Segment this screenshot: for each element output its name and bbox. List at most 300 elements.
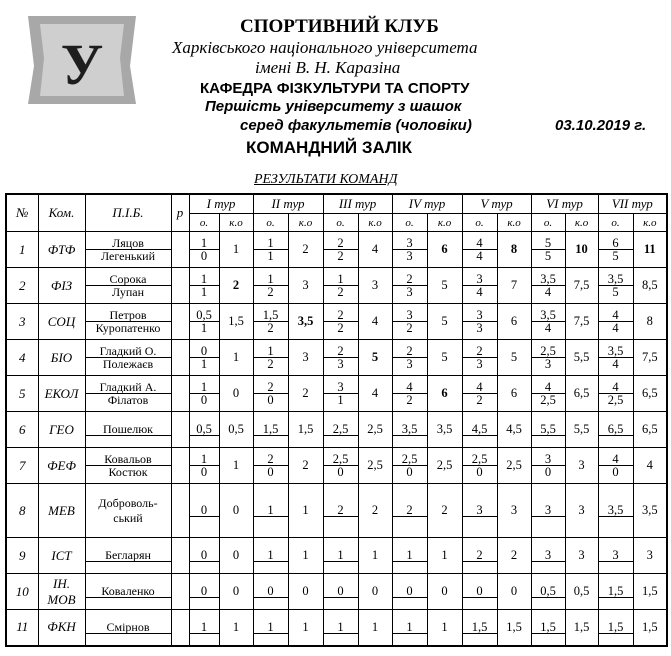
subheader-ko: к.о <box>565 214 598 232</box>
team-code: ЕКОЛ <box>38 376 85 412</box>
player-points <box>254 633 288 634</box>
round-points <box>189 538 219 574</box>
round-team-total: 6,5 <box>633 376 667 412</box>
subheader-ko: к.о <box>358 214 392 232</box>
player-points <box>254 561 288 562</box>
player-points <box>324 435 358 436</box>
round-team-total: 3 <box>358 268 392 304</box>
team-code: ІН. МОВ <box>38 574 85 610</box>
header-round-1: I тур <box>189 194 253 214</box>
round-points <box>598 268 633 304</box>
round-points <box>598 484 633 538</box>
round-team-total: 0 <box>288 574 323 610</box>
round-team-total: 3 <box>565 448 598 484</box>
round-team-total: 7,5 <box>565 268 598 304</box>
player-points: 0,5 <box>540 583 556 598</box>
player-points <box>532 597 565 598</box>
club-title: СПОРТИВНИЙ КЛУБ <box>240 16 439 37</box>
player-points: 2 <box>463 393 497 407</box>
player-name: Філатов <box>86 393 171 406</box>
player-points: 0 <box>337 583 344 598</box>
round-points <box>392 232 427 268</box>
player-points: 1 <box>406 619 413 634</box>
round-team-total: 6 <box>497 304 531 340</box>
player-points: 1 <box>190 285 219 299</box>
player-points: 0 <box>532 465 565 479</box>
round-points <box>531 448 565 484</box>
player-points <box>190 516 219 517</box>
subheader-o: о. <box>598 214 633 232</box>
player-names <box>85 340 171 376</box>
player-points: 5 <box>599 285 633 299</box>
table-row <box>6 448 667 484</box>
p-cell <box>171 484 189 538</box>
player-names <box>85 484 171 538</box>
round-team-total: 3,5 <box>288 304 323 340</box>
player-points: 3,5 <box>540 271 556 286</box>
round-points <box>531 268 565 304</box>
player-name: Смірнов <box>106 619 150 634</box>
player-points <box>463 435 497 436</box>
round-points <box>462 448 497 484</box>
player-points: 0 <box>190 465 219 479</box>
player-points: 2 <box>476 547 483 562</box>
round-points <box>189 232 219 268</box>
team-standing-title: КОМАНДНИЙ ЗАЛІК <box>246 138 413 157</box>
round-team-total: 0 <box>427 574 462 610</box>
player-name: Гладкий О. <box>99 344 157 358</box>
player-points: 1 <box>200 271 208 286</box>
row-number: 1 <box>6 232 38 268</box>
results-title: РЕЗУЛЬТАТИ КОМАНД <box>254 172 398 187</box>
player-points: 0 <box>200 547 208 562</box>
round-team-total: 5,5 <box>565 412 598 448</box>
round-team-total: 4,5 <box>497 412 531 448</box>
player-points: 3,5 <box>401 421 418 436</box>
row-number: 4 <box>6 340 38 376</box>
table-row <box>6 484 667 538</box>
p-cell <box>171 610 189 646</box>
player-points: 3 <box>544 451 552 466</box>
player-points <box>393 516 427 517</box>
round-team-total: 3,5 <box>633 484 667 538</box>
player-points <box>599 597 633 598</box>
round-team-total: 0 <box>219 574 253 610</box>
subheader-ko: к.о <box>219 214 253 232</box>
round-points <box>323 448 358 484</box>
logo-letter: У <box>60 32 104 97</box>
row-number: 7 <box>6 448 38 484</box>
round-points <box>189 574 219 610</box>
subheader-o: о. <box>392 214 427 232</box>
round-team-total: 0 <box>219 538 253 574</box>
player-points: 3 <box>393 357 427 371</box>
player-points <box>190 597 219 598</box>
round-points <box>323 574 358 610</box>
p-cell <box>171 304 189 340</box>
university-line-2: імені В. Н. Каразіна <box>255 58 401 77</box>
player-points: 1 <box>200 451 208 466</box>
player-points: 5 <box>599 249 633 263</box>
round-points <box>462 484 497 538</box>
player-points <box>463 516 497 517</box>
round-points <box>598 232 633 268</box>
team-code: ФІЗ <box>38 268 85 304</box>
round-points <box>189 304 219 340</box>
table-row <box>6 412 667 448</box>
team-code: ГЕО <box>38 412 85 448</box>
header-round-4: IV тур <box>392 194 462 214</box>
player-points: 1,5 <box>607 583 624 598</box>
round-points <box>392 412 427 448</box>
round-points <box>253 538 288 574</box>
round-team-total: 1 <box>219 232 253 268</box>
player-points: 2 <box>254 285 288 299</box>
round-team-total: 1,5 <box>497 610 531 646</box>
player-points: 4 <box>599 321 633 335</box>
player-points: 2 <box>267 379 274 394</box>
round-points <box>392 610 427 646</box>
championship-line-2: серед факультетів (чоловіки) <box>240 117 472 134</box>
player-points <box>324 516 358 517</box>
player-points: 1 <box>406 547 413 562</box>
player-names <box>85 574 171 610</box>
header-team: Ком. <box>38 194 85 232</box>
round-points <box>323 610 358 646</box>
round-team-total: 1 <box>358 538 392 574</box>
subheader-ko: к.о <box>633 214 667 232</box>
player-points <box>463 597 497 598</box>
round-team-total: 0 <box>358 574 392 610</box>
round-points <box>323 538 358 574</box>
round-team-total: 0 <box>219 376 253 412</box>
player-points: 2 <box>254 357 288 371</box>
round-points <box>598 574 633 610</box>
player-name <box>86 633 171 634</box>
player-points: 0 <box>254 465 288 479</box>
row-number: 3 <box>6 304 38 340</box>
player-points: 3 <box>463 321 497 335</box>
player-points: 2 <box>406 343 413 358</box>
round-team-total: 2,5 <box>358 412 392 448</box>
player-points: 3 <box>612 547 619 562</box>
player-points: 4 <box>476 235 483 250</box>
player-points: 3 <box>544 547 552 562</box>
player-points <box>254 516 288 517</box>
subheader-ko: к.о <box>497 214 531 232</box>
round-points <box>253 574 288 610</box>
player-points: 2 <box>406 271 413 286</box>
round-team-total: 2 <box>219 268 253 304</box>
round-points <box>392 376 427 412</box>
round-team-total: 3 <box>565 538 598 574</box>
player-points: 3,5 <box>607 343 624 358</box>
round-team-total: 1 <box>358 610 392 646</box>
player-names <box>85 376 171 412</box>
player-points: 1 <box>267 619 274 634</box>
row-number: 6 <box>6 412 38 448</box>
player-points: 0 <box>393 465 427 479</box>
player-points: 0 <box>267 583 274 598</box>
player-points: 1 <box>200 619 208 634</box>
event-date: 03.10.2019 г. <box>555 117 647 134</box>
player-name: Бегларян <box>105 548 151 562</box>
round-points <box>189 448 219 484</box>
round-team-total: 3,5 <box>427 412 462 448</box>
player-points: 4 <box>532 321 565 335</box>
round-points <box>531 484 565 538</box>
subheader-o: о. <box>531 214 565 232</box>
player-name: Полежаєв <box>86 357 171 370</box>
round-points <box>598 412 633 448</box>
player-points: 1,5 <box>471 619 488 634</box>
table-row <box>6 610 667 646</box>
player-points: 0,5 <box>196 307 212 322</box>
player-points: 2 <box>337 235 344 250</box>
subheader-o: о. <box>323 214 358 232</box>
round-team-total: 1,5 <box>633 574 667 610</box>
round-team-total: 6 <box>427 376 462 412</box>
player-points: 2 <box>337 502 344 517</box>
round-team-total: 3 <box>633 538 667 574</box>
player-points <box>190 435 219 436</box>
university-logo <box>26 8 138 112</box>
round-team-total: 0,5 <box>219 412 253 448</box>
round-team-total: 1,5 <box>565 610 598 646</box>
player-points: 4 <box>463 285 497 299</box>
player-points: 0 <box>190 249 219 263</box>
round-points <box>253 484 288 538</box>
header-round-3: III тур <box>323 194 392 214</box>
player-points: 1 <box>254 249 288 263</box>
player-points: 3 <box>476 502 483 517</box>
subheader-ko: к.о <box>427 214 462 232</box>
round-team-total: 3 <box>565 484 598 538</box>
player-name: Коваленко <box>101 584 155 598</box>
player-name: Петров <box>109 308 147 322</box>
row-number: 10 <box>6 574 38 610</box>
header-p: р <box>171 194 189 232</box>
player-points <box>393 633 427 634</box>
player-points: 2 <box>324 285 358 299</box>
header-round-7: VII тур <box>598 194 667 214</box>
player-points <box>532 561 565 562</box>
player-points: 2,5 <box>332 451 349 466</box>
round-team-total: 2 <box>288 448 323 484</box>
round-points <box>462 412 497 448</box>
player-points: 1 <box>190 321 219 335</box>
player-points: 1,5 <box>607 619 624 634</box>
player-points: 3,5 <box>607 502 624 517</box>
round-points <box>598 340 633 376</box>
team-code: ФТФ <box>38 232 85 268</box>
player-points <box>532 516 565 517</box>
header-round-2: II тур <box>253 194 323 214</box>
player-points: 0 <box>200 343 208 358</box>
player-points: 1 <box>267 502 274 517</box>
subheader-o: о. <box>462 214 497 232</box>
player-points: 3 <box>393 285 427 299</box>
player-points <box>324 633 358 634</box>
team-code: ФЕФ <box>38 448 85 484</box>
round-points <box>392 448 427 484</box>
player-points <box>599 633 633 634</box>
round-points <box>531 376 565 412</box>
round-team-total: 4 <box>358 232 392 268</box>
player-points: 3 <box>476 307 483 322</box>
player-points: 1 <box>324 393 358 407</box>
player-points: 2,5 <box>401 451 418 466</box>
player-points <box>254 597 288 598</box>
round-points <box>323 232 358 268</box>
round-team-total: 4 <box>358 304 392 340</box>
header-round-6: VI тур <box>531 194 598 214</box>
player-points: 0 <box>406 583 413 598</box>
player-points: 1 <box>337 271 344 286</box>
player-points: 2 <box>337 343 344 358</box>
player-points: 3,5 <box>607 271 624 286</box>
player-points: 0 <box>200 502 208 517</box>
round-points <box>392 538 427 574</box>
player-points <box>393 597 427 598</box>
table-row <box>6 538 667 574</box>
round-team-total: 6 <box>427 232 462 268</box>
round-team-total: 1 <box>219 448 253 484</box>
p-cell <box>171 412 189 448</box>
table-row <box>6 340 667 376</box>
round-points <box>323 268 358 304</box>
player-points: 3 <box>463 357 497 371</box>
round-team-total: 1 <box>288 610 323 646</box>
player-points <box>190 633 219 634</box>
player-points: 4 <box>476 379 483 394</box>
round-points <box>462 376 497 412</box>
player-points: 0 <box>476 583 483 598</box>
player-points: 1 <box>267 235 274 250</box>
player-points <box>393 561 427 562</box>
round-points <box>253 232 288 268</box>
round-points <box>462 268 497 304</box>
player-points <box>324 561 358 562</box>
round-team-total: 3 <box>288 268 323 304</box>
player-name <box>86 561 171 562</box>
round-points <box>323 304 358 340</box>
player-points: 4 <box>612 307 619 322</box>
player-points: 2 <box>254 321 288 335</box>
player-points: 3 <box>406 235 413 250</box>
round-points <box>392 268 427 304</box>
player-name: Куропатенко <box>86 321 171 334</box>
round-points <box>189 268 219 304</box>
player-points: 2 <box>393 321 427 335</box>
player-points: 2,5 <box>471 451 488 466</box>
team-code: ІСТ <box>38 538 85 574</box>
player-points: 1,5 <box>262 421 279 436</box>
player-points <box>463 561 497 562</box>
round-points <box>531 340 565 376</box>
round-points <box>323 484 358 538</box>
player-name: Легенький <box>86 249 171 262</box>
player-points: 4 <box>612 379 619 394</box>
subheader-o: о. <box>189 214 219 232</box>
round-team-total: 10 <box>565 232 598 268</box>
round-team-total: 4 <box>633 448 667 484</box>
round-team-total: 8 <box>633 304 667 340</box>
player-name: Ковальов <box>104 452 152 466</box>
round-points <box>531 304 565 340</box>
round-points <box>531 412 565 448</box>
player-points: 0 <box>463 465 497 479</box>
round-team-total: 5 <box>427 340 462 376</box>
player-points: 3 <box>324 357 358 371</box>
player-name: Гладкий А. <box>99 380 157 394</box>
p-cell <box>171 232 189 268</box>
header-number: № <box>6 194 38 232</box>
player-points <box>254 435 288 436</box>
player-points: 4 <box>599 357 633 371</box>
table-row <box>6 376 667 412</box>
player-points: 0 <box>200 583 208 598</box>
team-code: БІО <box>38 340 85 376</box>
player-points: 1,5 <box>262 307 279 322</box>
round-team-total: 4 <box>358 376 392 412</box>
player-points: 0 <box>324 465 358 479</box>
round-team-total: 1,5 <box>633 610 667 646</box>
round-team-total: 6 <box>497 376 531 412</box>
player-names <box>85 538 171 574</box>
p-cell <box>171 376 189 412</box>
table-row <box>6 304 667 340</box>
player-points: 3 <box>393 249 427 263</box>
player-points <box>599 435 633 436</box>
round-points <box>253 412 288 448</box>
player-points <box>190 561 219 562</box>
round-points <box>189 376 219 412</box>
player-name: Доброволь-ський <box>98 496 158 525</box>
row-number: 5 <box>6 376 38 412</box>
player-points: 2 <box>393 393 427 407</box>
round-points <box>253 340 288 376</box>
player-points: 5 <box>544 235 552 250</box>
round-team-total: 2 <box>358 484 392 538</box>
player-points: 6 <box>612 235 619 250</box>
row-number: 9 <box>6 538 38 574</box>
round-team-total: 2 <box>497 538 531 574</box>
player-names <box>85 610 171 646</box>
round-points <box>598 448 633 484</box>
round-points <box>598 538 633 574</box>
row-number: 11 <box>6 610 38 646</box>
player-points <box>532 435 565 436</box>
player-points: 3 <box>544 502 552 517</box>
round-points <box>392 304 427 340</box>
player-points: 1 <box>267 343 274 358</box>
round-points <box>598 376 633 412</box>
subheader-ko: к.о <box>288 214 323 232</box>
player-points: 1 <box>267 547 274 562</box>
player-points: 3 <box>406 307 413 322</box>
results-table <box>5 193 668 647</box>
player-points: 4 <box>544 379 552 394</box>
round-points <box>531 232 565 268</box>
round-team-total: 2,5 <box>427 448 462 484</box>
player-names <box>85 448 171 484</box>
player-name: Сорока <box>109 272 147 286</box>
player-points: 0 <box>190 393 219 407</box>
round-team-total: 8 <box>497 232 531 268</box>
player-points: 1 <box>267 271 274 286</box>
round-team-total: 7 <box>497 268 531 304</box>
